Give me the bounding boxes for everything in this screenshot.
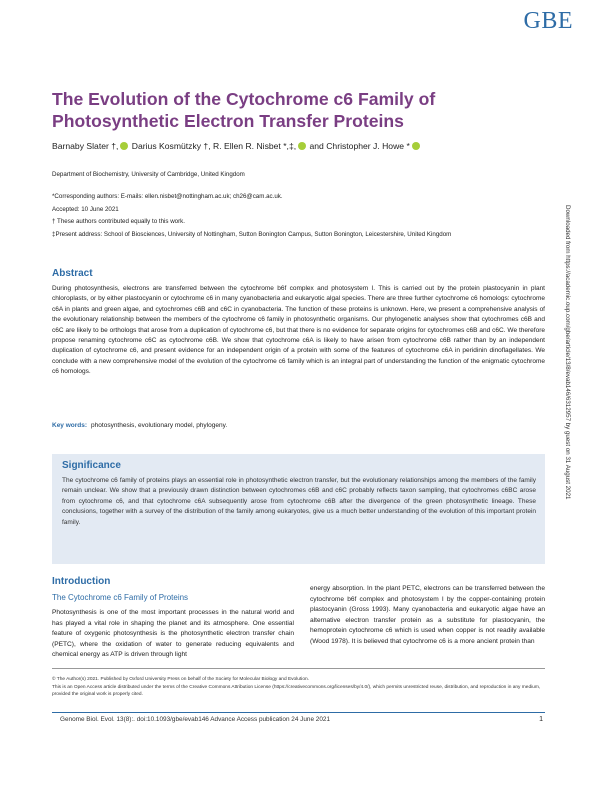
page-number: 1: [539, 716, 543, 723]
introduction-heading: Introduction: [52, 576, 111, 587]
author-notes: [52, 192, 557, 242]
journal-logo: GBE: [523, 8, 573, 34]
download-note[interactable]: Downloaded from https://academic.oup.com/gbe/article/13/8/evab146/6312957 by guest on 31 August 2021: [564, 205, 571, 500]
intro-column-2: energy absorption. In the plant PETC, electrons can be transferred between the cytochrome b6f complex and photosystem I by the copper-containing protein plastocyanin (Gross 1993). Many cyanobacteria and eukaryotic algae have an alternative electron transfer protein as a substitute for plastocyanin, the hemoprotein cytochrome c6 which is used when copper is not readily available (Wood 1978). It is believed that cytochrome c6 is a more ancient protein than: [310, 585, 545, 645]
corresponding-note[interactable]: *Corresponding authors: E-mails: ellen.nisbet@nottingham.ac.uk; ch26@cam.ac.uk.: [52, 193, 283, 200]
license-line[interactable]: This is an Open Access article distributed under the terms of the Creative Commons Attribution License (https://creativecommons.org/licenses/by/4.0/), which permits unrestricted reuse, distribution, and reproduction in any medium, provided the original work is properly cited.: [52, 684, 541, 698]
author-3[interactable]: R. Ellen R. Nisbet *,‡,: [213, 141, 297, 151]
orcid-icon[interactable]: [120, 142, 128, 150]
orcid-icon[interactable]: [298, 142, 306, 150]
copyright-footnote: [52, 676, 545, 699]
article-title: The Evolution of the Cytochrome c6 Family of Photosynthetic Electron Transfer Proteins: [52, 89, 436, 131]
introduction-subheading: The Cytochrome c6 Family of Proteins: [52, 593, 189, 602]
author-list: [52, 140, 557, 152]
equal-contribution-note: † These authors contributed equally to this work.: [52, 218, 185, 226]
download-sidebar: [564, 205, 578, 765]
significance-text: The cytochrome c6 family of proteins plays an essential role in photosynthetic electron transfer, but the evolutionary relationships among the members of the family remain unclear. We show that a previously drawn distinction between cytochromes c6B and c6C probably reflects taxon sampling, that cytochromes c6BC arose from cytochrome c6, and that cytochrome c6A subsequently arose from cytochrome c6B after the divergence of the green photosynthetic lineage. These conclusions, together with a survey of the distribution of the family among eukaryotes, give us a much better understanding of the evolution of this important protein family.: [62, 477, 536, 526]
orcid-icon[interactable]: [412, 142, 420, 150]
author-1[interactable]: Barnaby Slater †,: [52, 141, 119, 151]
keywords-text: photosynthesis, evolutionary model, phylogeny.: [91, 422, 228, 429]
abstract-heading: Abstract: [52, 268, 93, 279]
present-address-note: ‡Present address: School of Biosciences, University of Nottingham, Sutton Bonington Campus, Sutton Bonington, Leicestershire, United Kingdom: [52, 230, 452, 238]
intro-column-1: Photosynthesis is one of the most important processes in the natural world and has played a vital role in shaping the planet and its atmosphere. One essential feature of oxygenic photosynthesis is the photosynthetic electron transfer chain (PETC), where the oxidation of water to generate reducing equivalents and chemical energy as ATP is driven through light: [52, 609, 294, 659]
keywords-line: [52, 421, 545, 431]
affiliation: Department of Biochemistry, University of Cambridge, United Kingdom: [52, 171, 245, 178]
footer-divider: [52, 712, 545, 713]
abstract-text: During photosynthesis, electrons are transferred between the cytochrome b6f complex and photosystem I. This is carried out by the protein plastocyanin in plant chloroplasts, or by either plastocyanin or cytochrome c6 in many cyanobacteria and eukaryotic algal species. There are three further cytochrome c6 homologs: cytochrome c6A in plants and green algae, and cytochromes c6B and c6C in cyanobacteria. The function of these proteins is unknown. Here, we present a comprehensive analysis of the evolutionary relationship between the members of the cytochrome c6 family in photosynthetic organisms. Our phylogenetic analyses show that cytochromes c6B and c6C are likely to be orthologs that arose from a duplication of cytochrome c6, but that there is no evidence for separate origins for cytochromes c6B and c6C. We therefore propose renaming cytochrome c6C as cytochrome c6B. We show that cytochrome c6A is likely to have arisen from cytochrome c6B rather than by an independent duplication of cytochrome c6, and present evidence for an independent origin of a protein with some of the features of cytochrome c6A in peridinin dinoflagellates. We conclude with a new comprehensive model of the evolution of the cytochrome c6 family which is an integral part of understanding the function of the enigmatic cytochrome c6 homologs.: [52, 285, 545, 376]
footnote-divider: [52, 668, 545, 669]
copyright-line: © The Author(s) 2021. Published by Oxford University Press on behalf of the Society for Molecular Biology and Evolution.: [52, 677, 310, 682]
significance-heading: Significance: [62, 460, 121, 471]
footer-citation[interactable]: Genome Biol. Evol. 13(8):. doi:10.1093/gbe/evab146 Advance Access publication 24 June 2021: [60, 716, 331, 723]
author-2[interactable]: Darius Kosmützky †,: [131, 141, 211, 151]
author-4[interactable]: and Christopher J. Howe *: [309, 141, 410, 151]
keywords-label: Key words:: [52, 422, 88, 429]
accepted-date: Accepted: 10 June 2021: [52, 205, 119, 213]
